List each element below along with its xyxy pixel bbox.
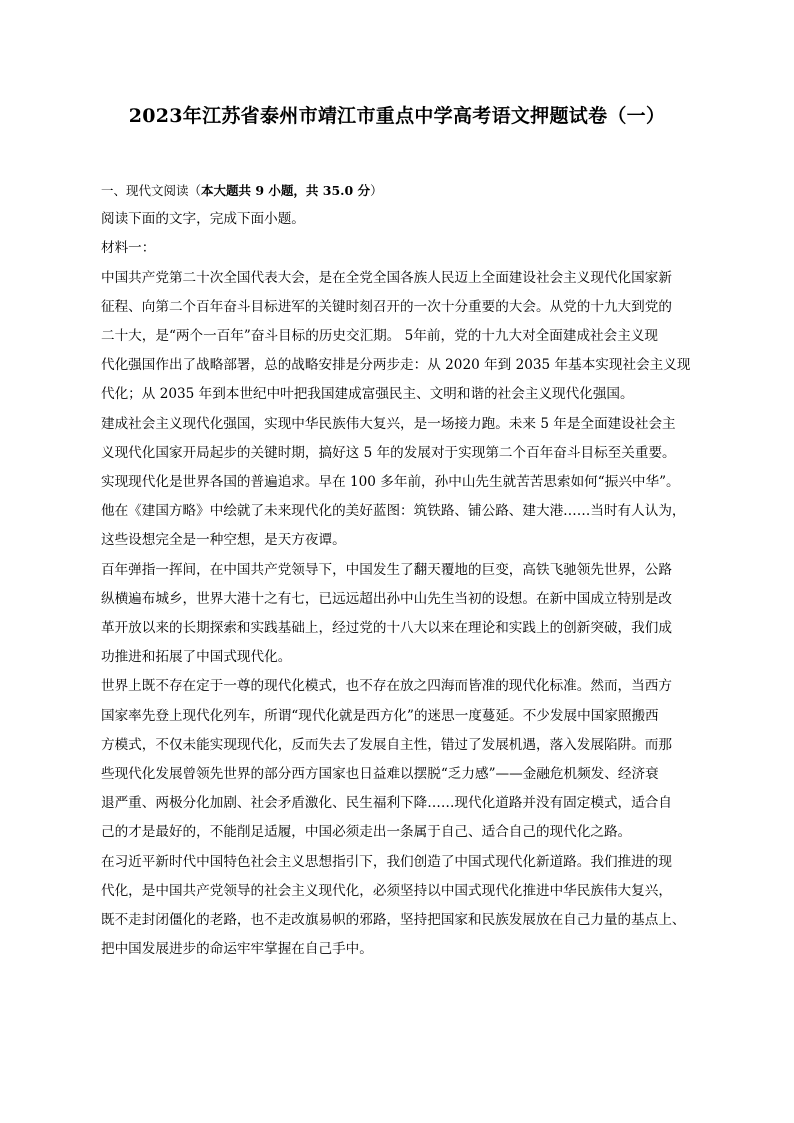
material-label: 材料一： (101, 240, 156, 257)
text-line: 方模式，不仅未能实现现代化，反而失去了发展自主性，错过了发展机遇，落入发展陷阱。而那 (101, 736, 672, 753)
text-line: 百年弹指一挥间，在中国共产党领导下，中国发生了翻天覆地的巨变，高铁飞驰领先世界，公路 (101, 561, 672, 578)
section-heading-suffix: ） (370, 183, 383, 198)
text-line: 退严重、两极分化加剧、社会矛盾激化、民生福利下降……现代化道路并没有固定模式，适合自 (101, 795, 672, 812)
document-title: 2023年江苏省泰州市靖江市重点中学高考语文押题试卷（一） (128, 105, 666, 127)
text-line: 世界上既不存在定于一尊的现代化模式，也不存在放之四海而皆准的现代化标准。然而，当西方 (101, 678, 672, 695)
section-heading-detail: 本大题共 9 小题，共 35.0 分 (201, 183, 371, 198)
text-line: 二十大，是“两个一百年”奋斗目标的历史交汇期。 5年前，党的十九大对全面建成社会主义现 (101, 328, 659, 345)
section-heading-prefix: 一、现代文阅读（ (101, 183, 202, 198)
text-line: 征程、向第二个百年奋斗目标进军的关键时刻召开的一次十分重要的大会。从党的十九大到党的 (101, 298, 672, 315)
instruction-line: 阅读下面的文字，完成下面小题。 (101, 211, 305, 228)
text-line: 国家率先登上现代化列车，所谓“现代化就是西方化”的迷思一度蔓延。不少发展中国家照搬西 (101, 707, 659, 724)
text-line: 这些设想完全是一种空想，是天方夜谭。 (101, 532, 346, 549)
text-line: 义现代化国家开局起步的关键时期，搞好这 5 年的发展对于实现第二个百年奋斗目标至关重要。 (101, 444, 676, 461)
document-body (101, 176, 711, 964)
text-line: 在习近平新时代中国特色社会主义思想指引下，我们创造了中国式现代化新道路。我们推进的现 (101, 853, 672, 870)
text-line: 些现代化发展曾领先世界的部分西方国家也日益难以摆脱“乏力感”——金融危机频发、经济衰 (101, 766, 659, 783)
text-line: 把中国发展进步的命运牢牢掌握在自己手中。 (101, 941, 373, 958)
text-line: 革开放以来的长期探索和实践基础上，经过党的十八大以来在理论和实践上的创新突破，我们成 (101, 620, 672, 637)
text-line: 既不走封闭僵化的老路，也不走改旗易帜的邪路，坚持把国家和民族发展放在自己力量的基点上、 (101, 912, 686, 929)
section-heading (101, 176, 711, 205)
text-line: 代化强国作出了战略部署，总的战略安排是分两步走：从 2020 年到 2035 年基本实现社会主义现 (101, 357, 691, 374)
text-line: 己的才是最好的，不能削足适履，中国必须走出一条属于自己、适合自己的现代化之路。 (101, 824, 632, 841)
text-line: 纵横遍布城乡，世界大港十之有七，已远远超出孙中山先生当初的设想。在新中国成立特别是改 (101, 590, 672, 607)
text-line: 中国共产党第二十次全国代表大会，是在全党全国各族人民迈上全面建设社会主义现代化国家新 (101, 269, 672, 286)
text-line: 实现现代化是世界各国的普遍追求。早在 100 多年前，孙中山先生就苦苦思索如何“振兴中华”。 (101, 474, 680, 491)
text-line: 功推进和拓展了中国式现代化。 (101, 649, 292, 666)
text-line: 代化；从 2035 年到本世纪中叶把我国建成富强民主、文明和谐的社会主义现代化强国。 (101, 386, 634, 403)
text-line: 他在《建国方略》中绘就了未来现代化的美好蓝图：筑铁路、铺公路、建大港……当时有人认为， (101, 503, 686, 520)
text-line: 代化，是中国共产党领导的社会主义现代化，必须坚持以中国式现代化推进中华民族伟大复兴， (101, 882, 672, 899)
text-line: 建成社会主义现代化强国，实现中华民族伟大复兴，是一场接力跑。未来 5 年是全面建设社会主 (101, 415, 676, 432)
